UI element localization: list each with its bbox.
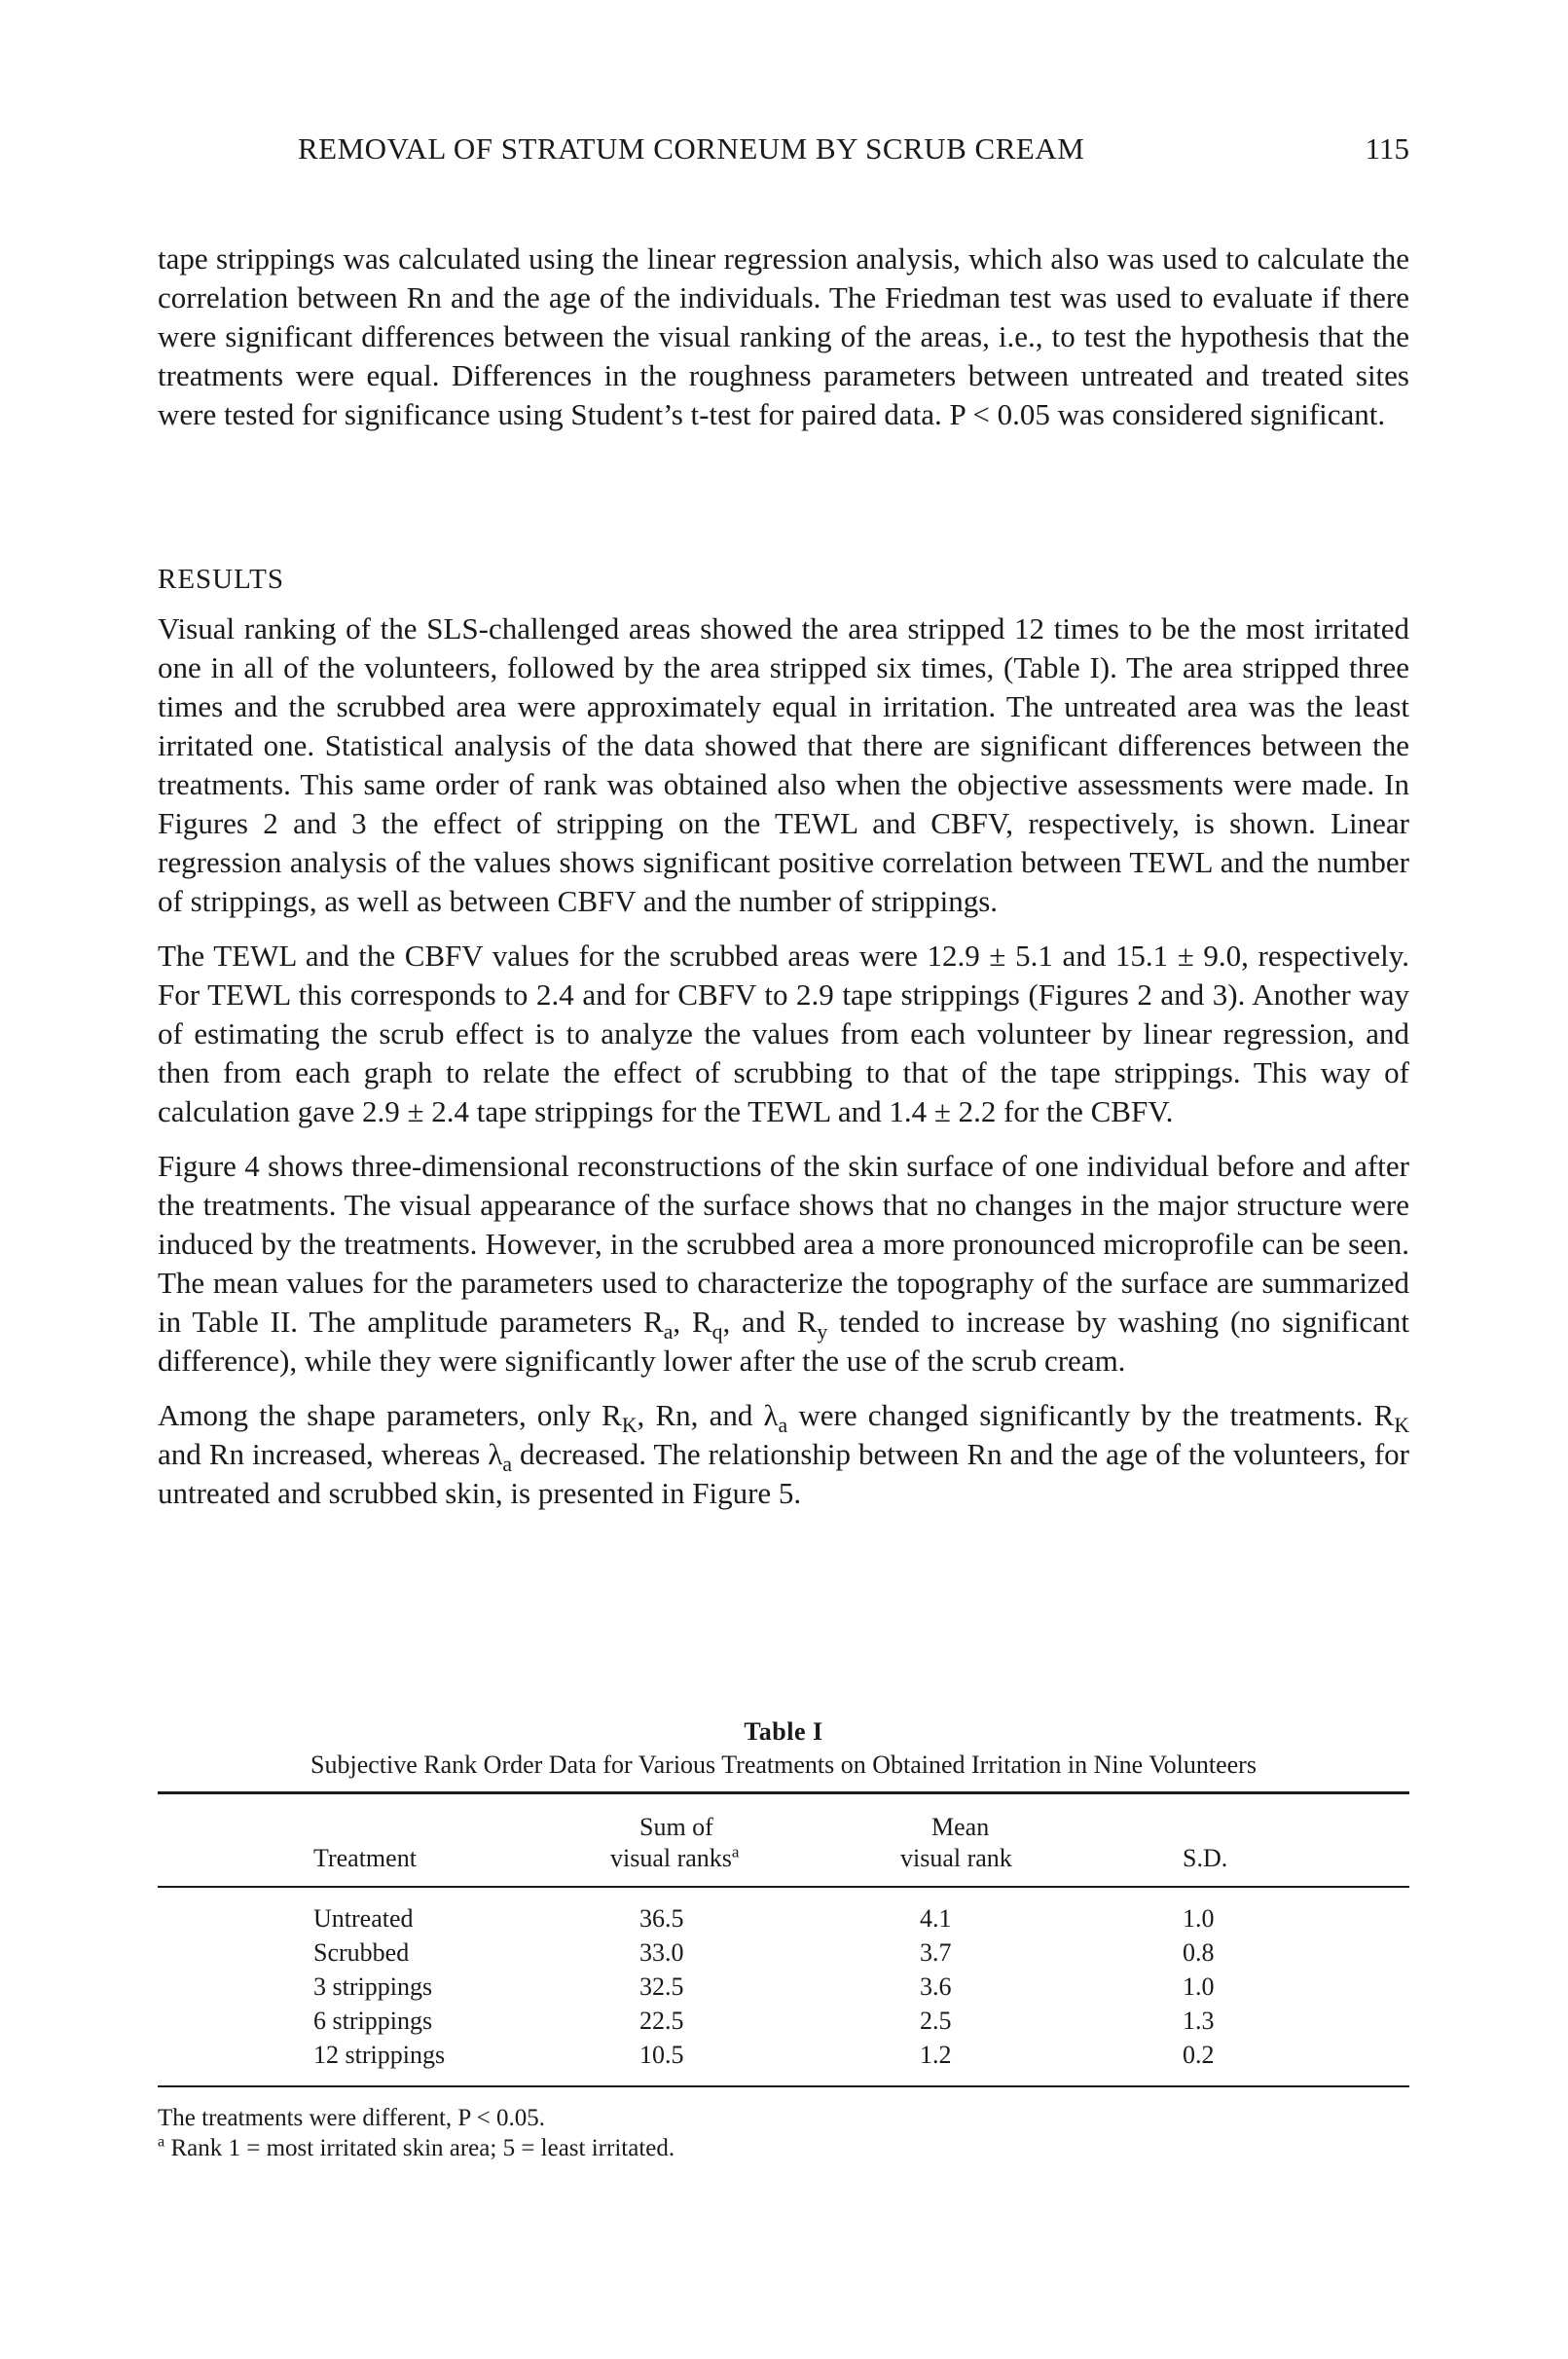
- cell-sum: 32.5: [639, 1972, 684, 2001]
- cell-mean: 3.6: [920, 1972, 952, 2001]
- page-header: [158, 131, 1409, 170]
- header-treatment: Treatment: [158, 1798, 610, 1887]
- table-footnotes: [158, 2103, 1409, 2163]
- rank-table: [158, 1791, 1409, 2087]
- table-title: Table I: [744, 1717, 823, 1746]
- page-number: 115: [1365, 131, 1409, 166]
- running-title: REMOVAL OF STRATUM CORNEUM BY SCRUB CREAM: [298, 131, 1085, 166]
- header-sum: Sum of visual ranks$^a$: [610, 1798, 900, 1887]
- header-mean: Mean visual rank: [900, 1798, 1183, 1887]
- table-header-row: [158, 1798, 1409, 1887]
- results-section: [158, 561, 1409, 1529]
- results-paragraph-1: Visual ranking of the SLS-challenged areas showed the area stripped 12 times to be the most irritated one in all of the volunteers, followed by the area stripped six times, (Table I). The area stripped three times and the scrubbed area were approximately equal in irritation. The untreated area was the least irritated one. Statistical analysis of the data showed that there are significant differences between the treatments. This same order of rank was obtained also when the objective assessments were made. In Figures 2 and 3 the effect of stripping on the TEWL and CBFV, respectively, is shown. Linear regression analysis of the values shows significant positive correlation between TEWL and the number of strippings, as well as between CBFV and the number of strippings.: [158, 611, 1409, 918]
- footnote-2: $^a$ Rank 1 = most irritated skin area; 5 = least irritated.: [158, 2132, 675, 2161]
- cell-mean: 3.7: [920, 1938, 952, 1967]
- cell-treatment: Untreated: [313, 1904, 414, 1933]
- intro-section: [158, 240, 1409, 450]
- cell-sum: 33.0: [639, 1938, 684, 1967]
- cell-treatment: Scrubbed: [313, 1938, 410, 1967]
- footnote-1: The treatments were different, P < 0.05.: [158, 2105, 545, 2131]
- cell-treatment: 12 strippings: [158, 2038, 610, 2086]
- table-row: [158, 1887, 1409, 1935]
- cell-sum: 22.5: [639, 2007, 684, 2035]
- cell-sd: 1.0: [1183, 1972, 1215, 2001]
- cell-sd: 1.3: [1183, 2007, 1215, 2035]
- results-heading: RESULTS: [158, 564, 285, 595]
- results-paragraph-4: Among the shape parameters, only $R_K$, Rn, and $\lambda_a$ were changed significantly by the treatments. $R_K$ and Rn increased, whereas $\lambda_a$ decreased. The relationship between Rn and the age of the volunteers, for untreated and scrubbed skin, is presented in Figure 5.: [158, 1398, 1409, 1510]
- results-paragraph-2: The TEWL and the CBFV values for the scrubbed areas were 12.9 ± 5.1 and 15.1 ± 9.0, respectively. For TEWL this corresponds to 2.4 and for CBFV to 2.9 tape strippings (Figures 2 and 3). Another way of estimating the scrub effect is to analyze the values from each volunteer by linear regression, and then from each graph to relate the effect of scrubbing to that of the tape strippings. This way of calculation gave 2.9 ± 2.4 tape strippings for the TEWL and 1.4 ± 2.2 for the CBFV.: [158, 939, 1409, 1128]
- header-sd: S.D.: [1183, 1798, 1409, 1887]
- cell-mean: 2.5: [920, 2007, 952, 2035]
- table-row: [158, 2004, 1409, 2038]
- cell-sum: 10.5: [610, 2038, 900, 2086]
- cell-mean: 1.2: [900, 2038, 1183, 2086]
- table-row: [158, 2038, 1409, 2086]
- intro-paragraph: tape strippings was calculated using the linear regression analysis, which also was used to calculate the correlation between Rn and the age of the individuals. The Friedman test was used to evaluate if there were significant differences between the visual ranking of the areas, i.e., to test the hypothesis that the treatments were equal. Differences in the roughness parameters between untreated and treated sites were tested for significance using Student’s t-test for paired data. P < 0.05 was considered significant.: [158, 241, 1409, 431]
- cell-sd: 1.0: [1183, 1904, 1215, 1933]
- cell-sd: 0.8: [1183, 1938, 1215, 1967]
- cell-treatment: 6 strippings: [313, 2007, 433, 2035]
- table-i: [158, 1715, 1409, 2163]
- cell-sum: 36.5: [639, 1904, 684, 1933]
- table-row: [158, 1935, 1409, 1970]
- results-paragraph-3: Figure 4 shows three-dimensional reconstructions of the skin surface of one individual before and after the treatments. The visual appearance of the surface shows that no changes in the major structure were induced by the treatments. However, in the scrubbed area a more pronounced microprofile can be seen. The mean values for the parameters used to characterize the topography of the surface are summarized in Table II. The amplitude parameters $R_a$, $R_q$, and $R_y$ tended to increase by washing (no significant difference), while they were significantly lower after the use of the scrub cream.: [158, 1149, 1410, 1378]
- cell-mean: 4.1: [920, 1904, 952, 1933]
- cell-treatment: 3 strippings: [313, 1972, 433, 2001]
- cell-sd: 0.2: [1183, 2038, 1409, 2086]
- table-row: [158, 1970, 1409, 2004]
- table-caption: Subjective Rank Order Data for Various Treatments on Obtained Irritation in Nine Volunteers: [310, 1751, 1257, 1779]
